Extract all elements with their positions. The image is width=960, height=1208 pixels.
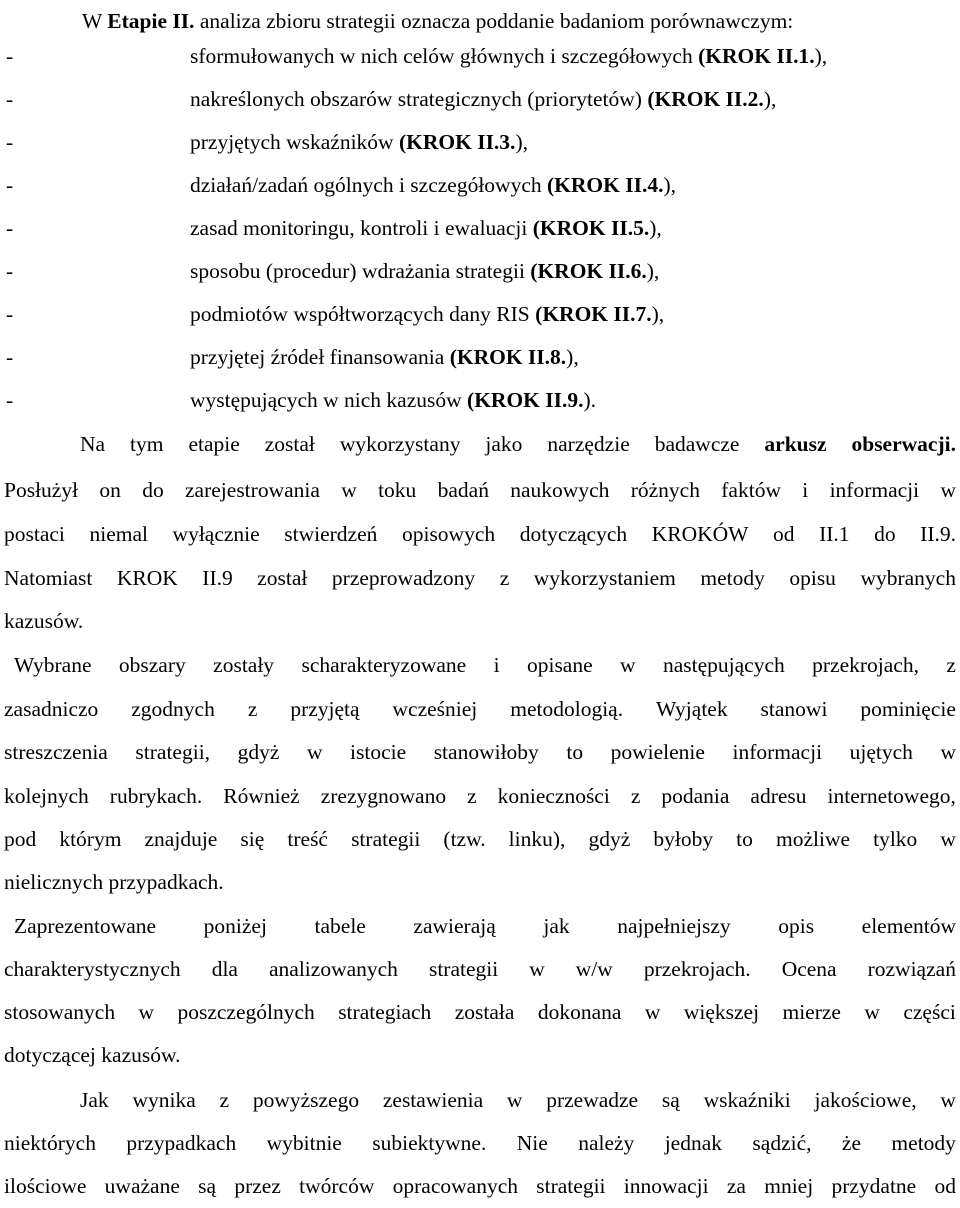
- word: w: [529, 957, 545, 981]
- word: z: [467, 784, 477, 808]
- step-ref: (KROK II.1.: [698, 44, 815, 68]
- list-item-text: [190, 78, 776, 121]
- word: stosowanych: [4, 1000, 116, 1024]
- step-ref-tail: ),: [646, 259, 660, 283]
- word: streszczenia: [4, 740, 108, 764]
- word: istocie: [350, 740, 407, 764]
- word: mniej: [764, 1174, 814, 1198]
- word: z: [499, 566, 510, 590]
- paragraph-3-line-1: [14, 905, 956, 948]
- word: on: [99, 478, 121, 502]
- word: w: [940, 478, 956, 502]
- paragraph-2-line-6: nielicznych przypadkach.: [4, 870, 224, 894]
- word: części: [903, 1000, 956, 1024]
- list-item-text: [190, 35, 827, 78]
- word: arkusz: [764, 432, 827, 456]
- word: linku),: [508, 827, 566, 851]
- list-item: [0, 121, 960, 164]
- step-ref-tail: ),: [651, 302, 665, 326]
- word: II.9: [202, 566, 233, 590]
- word: obserwacji.: [851, 432, 956, 456]
- word: strategii,: [135, 740, 211, 764]
- list-item-label: zasad monitoringu, kontroli i ewaluacji: [190, 216, 533, 240]
- word: od: [773, 522, 795, 546]
- word: w: [620, 653, 636, 677]
- word: informacji: [732, 740, 823, 764]
- word: wykorzystany: [339, 432, 461, 456]
- word: są: [661, 1088, 680, 1112]
- word: obszary: [118, 653, 186, 677]
- step-ref: (KROK II.3.: [398, 130, 516, 154]
- word: Jak: [80, 1088, 109, 1112]
- word: przeprowadzony: [331, 566, 476, 590]
- word: wykorzystaniem: [533, 566, 676, 590]
- word: jako: [485, 432, 523, 456]
- word: Ocena: [781, 957, 837, 981]
- word: faktów: [721, 478, 781, 502]
- step-ref: (KROK II.9.: [467, 388, 584, 412]
- word: mierze: [782, 1000, 841, 1024]
- word: innowacji: [623, 1174, 709, 1198]
- word: treść: [287, 827, 328, 851]
- step-ref: (KROK II.5.: [532, 216, 650, 240]
- list-item: [0, 293, 960, 336]
- list-item-text: [190, 250, 659, 293]
- list-item: [0, 336, 960, 379]
- word: znajduje: [144, 827, 218, 851]
- word: byłoby: [653, 827, 714, 851]
- word: w: [306, 740, 323, 764]
- word: internetowego,: [827, 784, 956, 808]
- word: przekrojach.: [643, 957, 751, 981]
- word: w: [940, 827, 956, 851]
- word: to: [736, 827, 753, 851]
- word: i: [802, 478, 809, 502]
- paragraph-2-line-5: [4, 818, 956, 861]
- step-ref: (KROK II.7.: [535, 302, 652, 326]
- word: są: [198, 1174, 217, 1198]
- word: przyjętą: [290, 697, 360, 721]
- word: Nie: [516, 1131, 548, 1155]
- word: Zaprezentowane: [14, 914, 157, 938]
- word: metody: [700, 566, 765, 590]
- word: większej: [683, 1000, 760, 1024]
- word: elementów: [861, 914, 956, 938]
- list-item: [0, 78, 960, 121]
- word: Posłużył: [4, 478, 79, 502]
- word: został: [264, 432, 315, 456]
- list-dash: -: [6, 259, 14, 283]
- word: jakościowe,: [814, 1088, 917, 1112]
- word: powielenie: [610, 740, 705, 764]
- word: różnych: [630, 478, 700, 502]
- list-item: [0, 207, 960, 250]
- paragraph-2-line-3: [4, 731, 956, 774]
- list-item-label: przyjętych wskaźników: [190, 130, 399, 154]
- word: w: [644, 1000, 661, 1024]
- list-item-label: przyjętej źródeł finansowania: [190, 345, 450, 369]
- word: pod: [4, 827, 37, 851]
- word: scharakteryzowane: [301, 653, 467, 677]
- list-item-text: [190, 293, 664, 336]
- word: informacji: [829, 478, 920, 502]
- word: Wybrane: [14, 653, 92, 677]
- list-item: [0, 164, 960, 207]
- word: konieczności: [497, 784, 610, 808]
- list-dash: -: [6, 216, 14, 240]
- word: z: [946, 653, 956, 677]
- word: zarejestrowania: [185, 478, 320, 502]
- word: dokonana: [537, 1000, 622, 1024]
- list-item-text: [190, 379, 596, 422]
- step-ref-tail: ),: [814, 44, 828, 68]
- word: to: [566, 740, 584, 764]
- list-dash: -: [6, 87, 14, 111]
- word: w: [138, 1000, 155, 1024]
- word: gdyż: [588, 827, 631, 851]
- word: II.9.: [920, 522, 956, 546]
- word: jak: [543, 914, 570, 938]
- word: należy: [578, 1131, 635, 1155]
- word: pominięcie: [860, 697, 956, 721]
- word: analizowanych: [269, 957, 398, 981]
- list-item-text: [190, 121, 528, 164]
- word: opis: [778, 914, 815, 938]
- list-item: [0, 379, 960, 422]
- step-ref-tail: ),: [566, 345, 579, 369]
- step-ref: (KROK II.2.: [647, 87, 764, 111]
- word: zasadniczo: [4, 697, 99, 721]
- word: do: [142, 478, 164, 502]
- list-dash: -: [6, 130, 14, 154]
- list-item-label: działań/zadań ogólnych i szczegółowych: [190, 173, 547, 197]
- word: z: [219, 1088, 230, 1112]
- list-dash: -: [6, 345, 14, 369]
- list-dash: -: [6, 388, 14, 412]
- list-item-text: [190, 164, 676, 207]
- word: możliwe: [775, 827, 851, 851]
- word: w: [940, 740, 956, 764]
- intro-prefix: W: [82, 9, 108, 33]
- word: poniżej: [203, 914, 267, 938]
- word: następujących: [662, 653, 785, 677]
- step-ref-tail: ),: [663, 173, 677, 197]
- list-item-label: występujących w nich kazusów: [190, 388, 468, 412]
- step-ref: (KROK II.6.: [530, 259, 647, 283]
- step-ref: (KROK II.8.: [449, 345, 567, 369]
- word: wcześniej: [392, 697, 478, 721]
- word: rubrykach.: [109, 784, 203, 808]
- word: się: [240, 827, 265, 851]
- list-dash: -: [6, 302, 14, 326]
- word: przekrojach,: [812, 653, 919, 677]
- word: opisu: [789, 566, 836, 590]
- word: w: [864, 1000, 880, 1024]
- word: od: [934, 1174, 956, 1198]
- word: przez: [234, 1174, 281, 1198]
- word: (tzw.: [443, 827, 486, 851]
- word: przewadze: [546, 1088, 639, 1112]
- word: za: [726, 1174, 746, 1198]
- word: wyłącznie: [172, 522, 260, 546]
- word: narzędzie: [547, 432, 630, 456]
- paragraph-1-line-2: [4, 469, 956, 512]
- word: zestawienia: [382, 1088, 484, 1112]
- word: stanowiłoby: [433, 740, 539, 764]
- word: wskaźniki: [703, 1088, 791, 1112]
- word: tabele: [314, 914, 366, 938]
- word: opracowanych: [392, 1174, 518, 1198]
- word: kolejnych: [4, 784, 89, 808]
- paragraph-1-line-3: [4, 513, 956, 556]
- word: w: [940, 1088, 956, 1112]
- intro-bold: Etapie II.: [107, 9, 195, 33]
- word: dla: [211, 957, 238, 981]
- step-ref-tail: ).: [583, 388, 597, 412]
- word: gdyż: [237, 740, 280, 764]
- word: KROK: [116, 566, 178, 590]
- word: przydatne: [831, 1174, 917, 1198]
- word: twórców: [299, 1174, 375, 1198]
- word: subiektywne.: [372, 1131, 487, 1155]
- word: przypadkach: [126, 1131, 237, 1155]
- word: że: [841, 1131, 862, 1155]
- step-ref-tail: ),: [515, 130, 528, 154]
- word: zrezygnowano: [320, 784, 447, 808]
- word: charakterystycznych: [4, 957, 181, 981]
- word: w: [506, 1088, 523, 1112]
- word: zostały: [213, 653, 275, 677]
- word: został: [257, 566, 308, 590]
- word: zgodnych: [131, 697, 215, 721]
- paragraph-2-line-4: [4, 775, 956, 818]
- word: strategiach: [338, 1000, 432, 1024]
- paragraph-3-line-3: [4, 991, 956, 1034]
- list-item-text: [190, 207, 662, 250]
- word: strategii: [428, 957, 499, 981]
- word: poszczególnych: [177, 1000, 315, 1024]
- paragraph-1-line-5: kazusów.: [4, 609, 84, 633]
- word: z: [247, 697, 258, 721]
- paragraph-4-line-2: [4, 1122, 956, 1165]
- list-item-label: nakreślonych obszarów strategicznych (priorytetów): [190, 87, 648, 111]
- word: tylko: [873, 827, 918, 851]
- word: ilościowe: [4, 1174, 87, 1198]
- list-item-label: sposobu (procedur) wdrażania strategii: [190, 259, 531, 283]
- word: postaci: [4, 522, 65, 546]
- word: niemal: [89, 522, 148, 546]
- word: strategii: [351, 827, 421, 851]
- word: stanowi: [760, 697, 828, 721]
- word: którym: [59, 827, 122, 851]
- step-ref: (KROK II.4.: [547, 173, 664, 197]
- word: II.1: [819, 522, 850, 546]
- word: w/w: [575, 957, 613, 981]
- paragraph-1-line-1: [80, 423, 956, 466]
- word: badawcze: [654, 432, 740, 456]
- word: niektórych: [4, 1131, 96, 1155]
- word: Natomiast: [4, 566, 93, 590]
- word: KROKÓW: [651, 522, 749, 546]
- step-ref-tail: ),: [649, 216, 662, 240]
- word: i: [493, 653, 500, 677]
- list-item-label: podmiotów współtworzących dany RIS: [190, 302, 536, 326]
- word: podania: [661, 784, 730, 808]
- word: uważane: [104, 1174, 180, 1198]
- word: Na: [80, 432, 106, 456]
- word: rozwiązań: [867, 957, 956, 981]
- word: Również: [223, 784, 300, 808]
- word: jednak: [664, 1131, 723, 1155]
- word: metodologią.: [510, 697, 624, 721]
- list-item: [0, 35, 960, 78]
- paragraph-2-line-2: [4, 688, 956, 731]
- word: etapie: [188, 432, 240, 456]
- word: naukowych: [510, 478, 610, 502]
- list-item-label: sformułowanych w nich celów głównych i szczegółowych: [190, 44, 699, 68]
- word: zawierają: [413, 914, 496, 938]
- word: do: [874, 522, 896, 546]
- word: dotyczących: [519, 522, 628, 546]
- step-ref-tail: ),: [763, 87, 777, 111]
- word: strategii: [536, 1174, 606, 1198]
- word: wynika: [132, 1088, 196, 1112]
- word: wybitnie: [266, 1131, 342, 1155]
- word: opisane: [526, 653, 593, 677]
- word: została: [454, 1000, 515, 1024]
- word: stwierdzeń: [284, 522, 378, 546]
- word: Wyjątek: [656, 697, 728, 721]
- list-item: [0, 250, 960, 293]
- word: sądzić,: [752, 1131, 812, 1155]
- word: toku: [378, 478, 417, 502]
- word: z: [630, 784, 641, 808]
- word: najpełniejszy: [617, 914, 731, 938]
- word: badań: [437, 478, 489, 502]
- word: tym: [130, 432, 164, 456]
- word: ujętych: [849, 740, 913, 764]
- word: powyższego: [252, 1088, 360, 1112]
- list-item-text: [190, 336, 579, 379]
- word: wybranych: [860, 566, 956, 590]
- intro-rest: analiza zbioru strategii oznacza poddanie badaniom porównawczym:: [194, 9, 794, 33]
- word: metody: [891, 1131, 956, 1155]
- word: opisowych: [401, 522, 496, 546]
- paragraph-4-line-1: [80, 1079, 956, 1122]
- word: w: [341, 478, 357, 502]
- paragraph-2-line-1: [14, 644, 956, 687]
- paragraph-3-line-2: [4, 948, 956, 991]
- word: adresu: [750, 784, 807, 808]
- list-dash: -: [6, 173, 14, 197]
- list-dash: -: [6, 44, 14, 68]
- paragraph-1-line-4: [4, 557, 956, 600]
- paragraph-3-line-4: dotyczącej kazusów.: [4, 1043, 181, 1067]
